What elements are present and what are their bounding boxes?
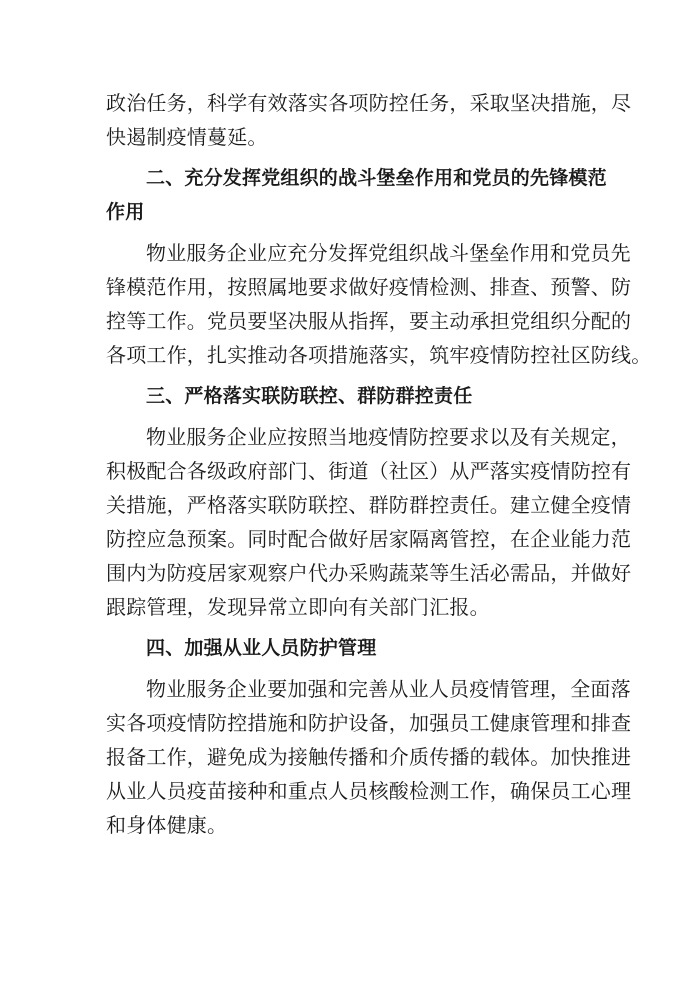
paragraph-line: 物业服务企业应按照当地疫情防控要求以及有关规定，	[146, 425, 631, 449]
paragraph-line: 从业人员疫苗接种和重点人员核酸检测工作，确保员工心理	[106, 779, 632, 803]
paragraph-line: 控等工作。党员要坚决服从指挥，要主动承担党组织分配的	[106, 309, 632, 333]
paragraph-line: 物业服务企业应充分发挥党组织战斗堡垒作用和党员先	[146, 241, 631, 265]
section-4-heading: 四、加强从业人员防护管理	[146, 637, 377, 659]
paragraph-line: 报备工作，避免成为接触传播和介质传播的载体。加快推进	[106, 745, 632, 769]
paragraph-line: 关措施，严格落实联防联控、群防群控责任。建立健全疫情	[106, 493, 632, 517]
section-3	[106, 379, 632, 624]
section-4	[106, 631, 632, 842]
paragraph-line: 各项工作，扎实推动各项措施落实，筑牢疫情防控社区防线。	[106, 343, 652, 367]
paragraph-line: 政治任务，科学有效落实各项防控任务，采取坚决措施，尽	[106, 91, 632, 115]
paragraph-line: 实各项疫情防控措施和防护设备，加强员工健康管理和排查	[106, 711, 632, 735]
section-3-paragraph	[106, 420, 632, 624]
paragraph-line: 跟踪管理，发现异常立即向有关部门汇报。	[106, 595, 490, 619]
paragraph-line: 锋模范作用，按照属地要求做好疫情检测、排查、预警、防	[106, 275, 632, 299]
section-4-paragraph	[106, 672, 632, 842]
section-2-paragraph	[106, 236, 652, 372]
paragraph-line: 防控应急预案。同时配合做好居家隔离管控，在企业能力范	[106, 527, 632, 551]
paragraph-line: 快遏制疫情蔓延。	[106, 125, 268, 149]
paragraph-line: 围内为防疫居家观察户代办采购蔬菜等生活必需品，并做好	[106, 561, 632, 585]
paragraph-line: 物业服务企业要加强和完善从业人员疫情管理，全面落	[146, 677, 631, 701]
section-2	[106, 161, 652, 372]
heading-line: 作用	[106, 201, 145, 223]
heading-line: 二、充分发挥党组织的战斗堡垒作用和党员的先锋模范	[146, 167, 607, 189]
section-2-heading	[106, 161, 607, 229]
section-3-heading: 三、严格落实联防联控、群防群控责任	[146, 385, 473, 407]
document-body	[106, 86, 652, 842]
intro-paragraph	[106, 86, 632, 154]
paragraph-line: 和身体健康。	[106, 813, 228, 837]
paragraph-line: 积极配合各级政府部门、街道（社区）从严落实疫情防控有	[106, 459, 632, 483]
